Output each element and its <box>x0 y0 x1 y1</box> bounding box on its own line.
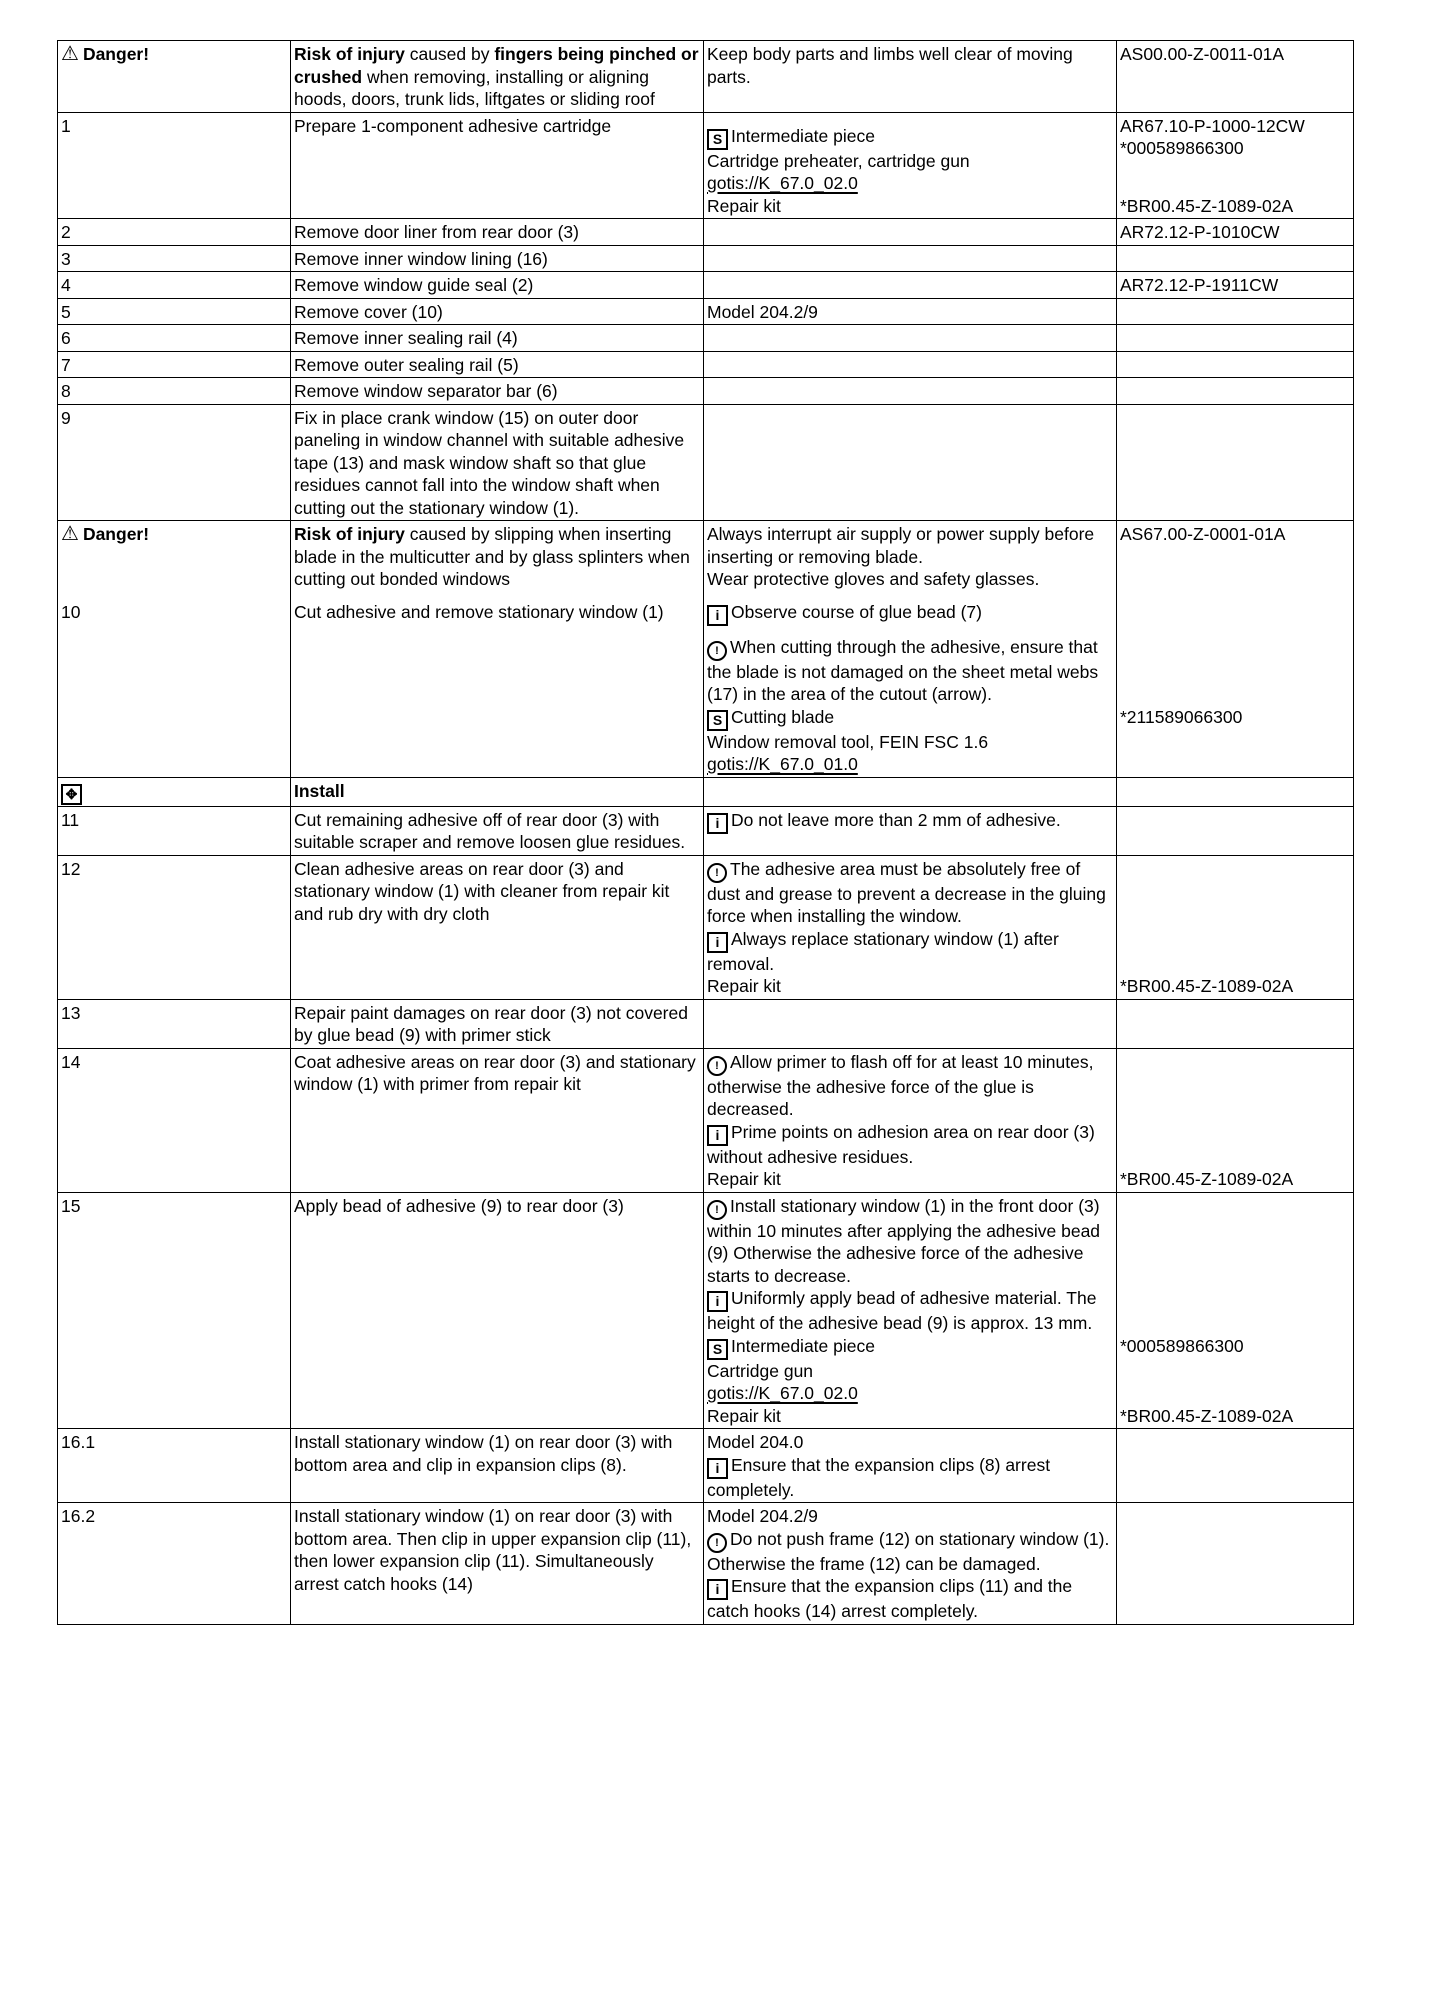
caution-icon: ! <box>707 641 727 661</box>
reference-code: AR67.10-P-1000-12CW <box>1120 115 1305 136</box>
note <box>707 301 1113 324</box>
step-number: 12 <box>61 858 81 879</box>
step-description-cell <box>291 806 704 855</box>
note <box>707 975 1113 998</box>
reference-code: *000589866300 <box>1120 138 1244 158</box>
notes-cell <box>704 351 1117 378</box>
step-description-cell <box>291 1429 704 1503</box>
notes-cell <box>704 378 1117 405</box>
table-row <box>58 219 1354 246</box>
reference-cell <box>1117 1192 1354 1429</box>
notes-cell <box>704 272 1117 299</box>
reference-code: *211589066300 <box>1120 706 1243 727</box>
notes-cell <box>704 1429 1117 1503</box>
caution-icon: ! <box>707 1056 727 1076</box>
reference-cell <box>1117 806 1354 855</box>
note-text: Repair kit <box>707 195 781 216</box>
caution-icon: ! <box>707 863 727 883</box>
step-description-cell <box>291 777 704 806</box>
note-text: Install stationary window (1) in the front door (3) within 10 minutes after applying the adhesive bead (9) Otherwise the adhesive force of the adhesive starts to decrease. <box>707 1195 1101 1286</box>
step-number-cell <box>58 298 291 325</box>
notes-cell <box>704 219 1117 246</box>
step-number: 14 <box>61 1051 81 1072</box>
table-row <box>58 521 1354 778</box>
reference-code: AR72.12-P-1911CW <box>1120 275 1279 295</box>
note <box>707 1575 1113 1623</box>
step-number-cell <box>58 777 291 806</box>
step-description-cell <box>291 521 704 778</box>
note <box>707 568 1113 591</box>
note-text: Model 204.2/9 <box>707 1506 818 1526</box>
step-number-cell <box>58 806 291 855</box>
step-number: 3 <box>61 248 71 269</box>
step-description-cell <box>291 999 704 1048</box>
note-text: Do not leave more than 2 mm of adhesive. <box>731 809 1061 830</box>
document-link[interactable] <box>707 172 1113 195</box>
reference-code: *BR00.45-Z-1089-02A <box>1120 1405 1294 1426</box>
reference-cell <box>1117 272 1354 299</box>
step-number-cell <box>58 521 291 778</box>
step-number: 16.2 <box>61 1506 96 1526</box>
step-number: 4 <box>61 275 71 295</box>
table-row <box>58 1503 1354 1625</box>
gotis-link[interactable]: gotis://K_67.0_02.0 <box>707 173 858 193</box>
step-description-cell <box>291 404 704 521</box>
step-number-cell <box>58 1048 291 1192</box>
step-text-segment: Remove window guide seal (2) <box>294 275 534 295</box>
notes-cell <box>704 777 1117 806</box>
note-text: Wear protective gloves and safety glasses. <box>707 569 1040 589</box>
step-number: 16.1 <box>61 1432 96 1452</box>
step-description <box>294 1195 700 1218</box>
step-text-segment: Install stationary window (1) on rear door (3) with bottom area and clip in expansion clips (8). <box>294 1432 673 1475</box>
step-description-cell <box>291 112 704 219</box>
step-text-segment: Remove door liner from rear door (3) <box>294 222 579 242</box>
reference-code: *BR00.45-Z-1089-02A <box>1120 1169 1294 1189</box>
reference-cell <box>1117 325 1354 352</box>
step-number-cell <box>58 999 291 1048</box>
note-text: Window removal tool, FEIN FSC 1.6 <box>707 731 989 752</box>
note-text: Repair kit <box>707 976 781 996</box>
notes-cell <box>704 521 1117 778</box>
table-row <box>58 41 1354 113</box>
step-number-cell <box>58 245 291 272</box>
reference-cell <box>1117 298 1354 325</box>
step-description <box>294 380 700 403</box>
step-number: 2 <box>61 222 71 242</box>
step-text-segment: Prepare 1-component adhesive cartridge <box>294 115 612 136</box>
notes-cell <box>704 1192 1117 1429</box>
danger-label: Danger! <box>82 524 150 544</box>
reference-cell <box>1117 112 1354 219</box>
notes-cell <box>704 1048 1117 1192</box>
notes-cell <box>704 298 1117 325</box>
step-description-cell <box>291 219 704 246</box>
step-number: 6 <box>61 328 71 348</box>
note <box>707 928 1113 976</box>
tool-icon: S <box>707 1339 728 1360</box>
note <box>707 809 1113 834</box>
step-description-cell <box>291 325 704 352</box>
step-text-segment: fingers being pinched or crushed <box>294 44 699 87</box>
notes-cell <box>704 855 1117 999</box>
step-number: 15 <box>61 1195 81 1216</box>
gotis-link[interactable]: gotis://K_67.0_01.0 <box>707 754 858 774</box>
notes-cell <box>704 1503 1117 1625</box>
reference-cell <box>1117 1503 1354 1625</box>
info-icon: i <box>707 1291 728 1312</box>
note-text: Allow primer to flash off for at least 10 minutes, otherwise the adhesive force of the glue is decreased. <box>707 1051 1094 1119</box>
table-row <box>58 298 1354 325</box>
step-description <box>294 1002 700 1047</box>
note <box>707 523 1113 568</box>
reference-cell <box>1117 351 1354 378</box>
note-text: Intermediate piece <box>731 125 875 146</box>
info-icon: i <box>707 605 728 626</box>
reference-cell <box>1117 41 1354 113</box>
note-text: Observe course of glue bead (7) <box>731 601 982 622</box>
step-text-segment: caused by <box>409 44 495 64</box>
step-description <box>294 301 700 324</box>
table-row <box>58 1429 1354 1503</box>
info-icon: i <box>707 813 728 834</box>
step-text-segment: Cut remaining adhesive off of rear door (3) with suitable scraper and remove loosen glue residues. <box>294 809 686 852</box>
note-text: When cutting through the adhesive, ensure that the blade is not damaged on the sheet metal webs (17) in the area of the cutout (arrow). <box>707 636 1099 704</box>
step-number-cell <box>58 378 291 405</box>
note <box>707 1528 1113 1576</box>
table-row <box>58 1192 1354 1429</box>
note <box>707 1121 1113 1169</box>
note <box>707 1431 1113 1454</box>
document-link[interactable] <box>707 753 1113 776</box>
danger-label: Danger! <box>82 44 150 64</box>
note-text: Repair kit <box>707 1169 781 1189</box>
info-icon: i <box>707 932 728 953</box>
note <box>707 1505 1113 1528</box>
note <box>707 731 1113 754</box>
table-row <box>58 245 1354 272</box>
step-text-segment: Apply bead of adhesive (9) to rear door (3) <box>294 1195 624 1216</box>
step-description <box>294 780 700 803</box>
reference-code: AR72.12-P-1010CW <box>1120 222 1280 242</box>
step-number: 9 <box>61 407 71 428</box>
step-description-cell <box>291 41 704 113</box>
step-number-cell <box>58 1192 291 1429</box>
note-text: Keep body parts and limbs well clear of moving parts. <box>707 44 1073 87</box>
step-description <box>294 354 700 377</box>
note <box>707 125 1113 150</box>
step-text-segment: Remove inner sealing rail (4) <box>294 328 518 348</box>
notes-cell <box>704 999 1117 1048</box>
note <box>707 1360 1113 1383</box>
warning-triangle-icon: ⚠ <box>61 43 79 65</box>
note <box>707 1168 1113 1191</box>
step-number-cell <box>58 219 291 246</box>
note-text: Always replace stationary window (1) after removal. <box>707 928 1059 974</box>
table-row <box>58 404 1354 521</box>
reference-cell <box>1117 245 1354 272</box>
note-text: Prime points on adhesion area on rear door (3) without adhesive residues. <box>707 1121 1095 1167</box>
gotis-link[interactable]: gotis://K_67.0_02.0 <box>707 1383 858 1403</box>
note-text: Cartridge preheater, cartridge gun <box>707 150 970 171</box>
note <box>707 43 1113 88</box>
step-number: 13 <box>61 1002 81 1023</box>
step-text-segment: Remove inner window lining (16) <box>294 248 548 269</box>
step-description-cell <box>291 245 704 272</box>
step-text-segment: Remove outer sealing rail (5) <box>294 354 519 375</box>
info-icon: i <box>707 1579 728 1600</box>
notes-cell <box>704 245 1117 272</box>
note <box>707 195 1113 218</box>
step-description <box>294 115 700 138</box>
document-link[interactable] <box>707 1382 1113 1405</box>
step-number-cell <box>58 325 291 352</box>
note <box>707 601 1113 626</box>
table-row <box>58 999 1354 1048</box>
note-text: Always interrupt air supply or power supply before inserting or removing blade. <box>707 524 1095 567</box>
step-number-cell <box>58 41 291 113</box>
step-text-segment: Risk of injury <box>294 44 410 64</box>
caution-icon: ! <box>707 1533 727 1553</box>
note <box>707 636 1113 706</box>
reference-code: *BR00.45-Z-1089-02A <box>1120 195 1294 216</box>
step-description <box>294 523 700 591</box>
reference-cell <box>1117 777 1354 806</box>
table-row <box>58 1048 1354 1192</box>
step-description <box>294 407 700 520</box>
table-row <box>58 378 1354 405</box>
note <box>707 858 1113 928</box>
step-number-cell <box>58 112 291 219</box>
table-row <box>58 272 1354 299</box>
step-number-cell <box>58 404 291 521</box>
step-number: 7 <box>61 354 71 375</box>
step-number: 5 <box>61 301 71 322</box>
tool-icon: S <box>707 710 728 731</box>
table-row <box>58 855 1354 999</box>
info-icon: i <box>707 1458 728 1479</box>
note <box>707 1335 1113 1360</box>
notes-cell <box>704 325 1117 352</box>
note <box>707 706 1113 731</box>
step-description <box>294 327 700 350</box>
note-text: Do not push frame (12) on stationary window (1). Otherwise the frame (12) can be damaged. <box>707 1528 1110 1574</box>
table-row <box>58 777 1354 806</box>
note-text: Model 204.2/9 <box>707 301 818 322</box>
reference-cell <box>1117 999 1354 1048</box>
repair-procedure-table <box>57 40 1354 1625</box>
warning-triangle-icon: ⚠ <box>61 523 79 545</box>
notes-cell <box>704 806 1117 855</box>
caution-icon: ! <box>707 1200 727 1220</box>
note <box>707 1195 1113 1288</box>
note-text: Ensure that the expansion clips (8) arrest completely. <box>707 1454 1051 1500</box>
reference-cell <box>1117 521 1354 778</box>
note-text: Model 204.0 <box>707 1432 804 1452</box>
note-text: Intermediate piece <box>731 1335 875 1356</box>
step-description-cell <box>291 1192 704 1429</box>
note-text: Ensure that the expansion clips (11) and the catch hooks (14) arrest completely. <box>707 1576 1073 1621</box>
reference-code: *000589866300 <box>1120 1335 1244 1356</box>
reference-code: *BR00.45-Z-1089-02A <box>1120 976 1294 996</box>
step-text-segment: Install stationary window (1) on rear door (3) with bottom area. Then clip in upper expansion clip (11), then lower expansion clip (11). Simultaneously arrest catch hooks (14) <box>294 1506 692 1594</box>
step-description-cell <box>291 855 704 999</box>
note <box>707 150 1113 173</box>
step-description: Cut adhesive and remove stationary window (1) <box>294 601 664 622</box>
reference-code: AS00.00-Z-0011-01A <box>1120 44 1285 64</box>
step-description <box>294 1505 700 1595</box>
step-description <box>294 274 700 297</box>
step-text-segment: Fix in place crank window (15) on outer door paneling in window channel with suitable adhesive tape (13) and mask window shaft so that glue residues cannot fall into the window shaft when cutting out the stationary window (1). <box>294 407 685 518</box>
reference-cell <box>1117 404 1354 521</box>
note-text: Repair kit <box>707 1405 781 1426</box>
reference-code: AS67.00-Z-0001-01A <box>1120 524 1286 544</box>
step-number: 11 <box>61 809 80 830</box>
step-text-segment: Repair paint damages on rear door (3) not covered by glue bead (9) with primer stick <box>294 1002 688 1045</box>
step-number-cell <box>58 855 291 999</box>
step-description <box>294 1431 700 1476</box>
step-description-cell <box>291 272 704 299</box>
step-text-segment: Remove cover (10) <box>294 301 443 322</box>
notes-cell <box>704 41 1117 113</box>
table-row <box>58 351 1354 378</box>
reference-cell <box>1117 855 1354 999</box>
step-number-cell <box>58 351 291 378</box>
step-text-segment: when removing, installing or aligning hoods, doors, trunk lids, liftgates or sliding roof <box>294 66 655 109</box>
step-number: 1 <box>61 115 71 136</box>
step-description <box>294 809 700 854</box>
info-icon: i <box>707 1125 728 1146</box>
reference-cell <box>1117 219 1354 246</box>
step-description <box>294 1051 700 1096</box>
table-row <box>58 806 1354 855</box>
note-text: Cutting blade <box>731 706 835 727</box>
step-description-cell <box>291 351 704 378</box>
step-text-segment: Remove window separator bar (6) <box>294 381 558 401</box>
reference-cell <box>1117 378 1354 405</box>
step-text-segment: Clean adhesive areas on rear door (3) and stationary window (1) with cleaner from repair kit and rub dry with dry cloth <box>294 858 670 924</box>
tool-icon: S <box>707 129 728 150</box>
table-row <box>58 325 1354 352</box>
step-description-cell <box>291 298 704 325</box>
note <box>707 1454 1113 1502</box>
step-text-segment: Risk of injury <box>294 524 410 544</box>
note <box>707 1405 1113 1428</box>
step-number: 8 <box>61 381 71 401</box>
step-description <box>294 221 700 244</box>
step-text-segment: caused by slipping when inserting blade in the multicutter and by glass splinters when cutting out bonded windows <box>294 524 690 589</box>
step-description-cell <box>291 1503 704 1625</box>
step-description <box>294 858 700 926</box>
note-text: Uniformly apply bead of adhesive material. The height of the adhesive bead (9) is approx. 13 mm. <box>707 1288 1097 1333</box>
step-text-segment: Coat adhesive areas on rear door (3) and stationary window (1) with primer from repair kit <box>294 1051 696 1094</box>
step-number-cell <box>58 1503 291 1625</box>
note-text: Cartridge gun <box>707 1360 814 1381</box>
reference-cell <box>1117 1429 1354 1503</box>
note <box>707 1051 1113 1121</box>
note-text: The adhesive area must be absolutely free of dust and grease to prevent a decrease in the gluing force when installing the window. <box>707 858 1106 926</box>
notes-cell <box>704 112 1117 219</box>
step-description-cell <box>291 378 704 405</box>
step-description <box>294 43 700 111</box>
notes-cell <box>704 404 1117 521</box>
step-number-cell <box>58 272 291 299</box>
step-description <box>294 248 700 271</box>
step-number-cell <box>58 1429 291 1503</box>
install-icon: ✥ <box>61 784 82 805</box>
table-row <box>58 112 1354 219</box>
step-number: 10 <box>61 601 81 622</box>
note <box>707 1287 1113 1335</box>
step-description-cell <box>291 1048 704 1192</box>
step-text-segment: Install <box>294 780 345 801</box>
reference-cell <box>1117 1048 1354 1192</box>
